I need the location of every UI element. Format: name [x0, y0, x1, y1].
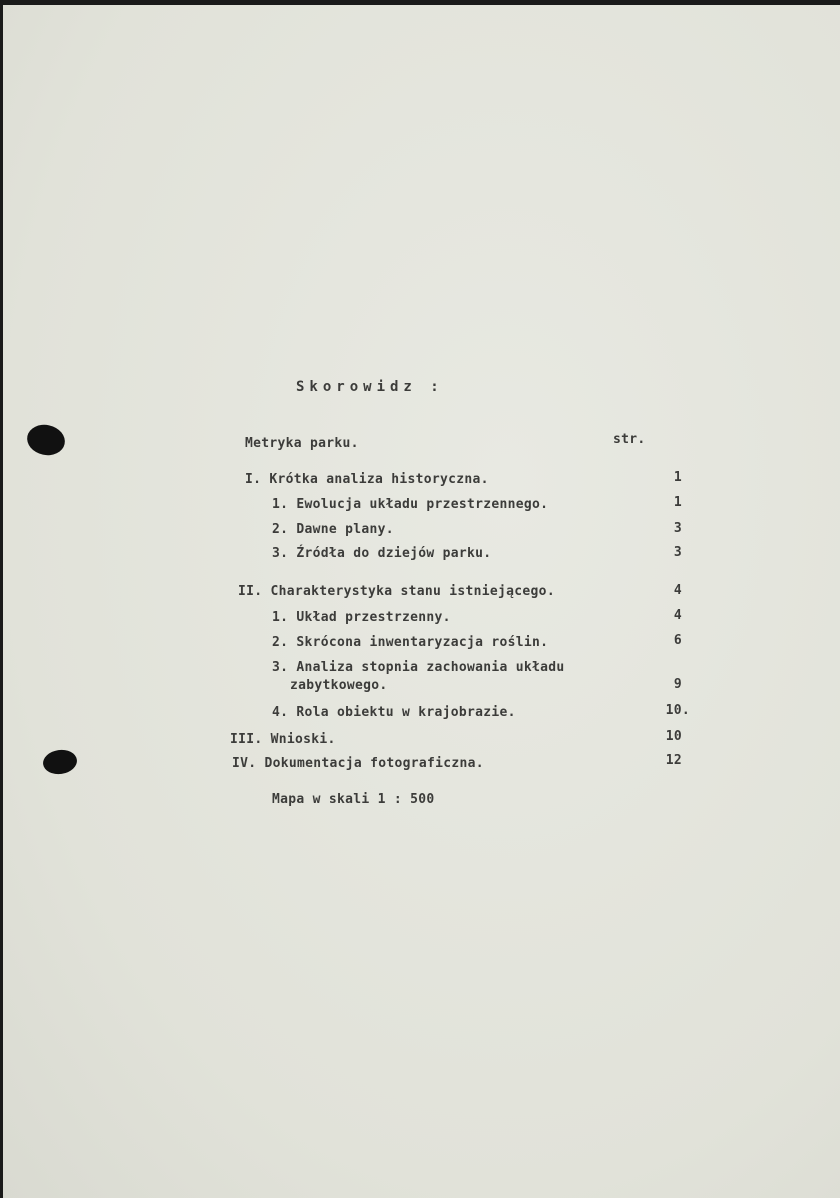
toc-entry-2-2: 2. Skrócona inwentaryzacja roślin. — [272, 635, 549, 650]
metryka-label: Metryka parku. — [245, 436, 359, 451]
toc-entry-section-3: III. Wnioski. — [230, 732, 336, 747]
page-title: Skorowidz : — [296, 379, 444, 395]
toc-page-1-1: 1 — [673, 495, 682, 510]
toc-entry-2-4: 4. Rola obiektu w krajobrazie. — [272, 705, 516, 720]
toc-page-1-3: 3 — [673, 545, 682, 560]
toc-page-2-4: 10. — [665, 703, 690, 718]
punch-hole-bottom — [41, 748, 78, 776]
toc-page-section-4: 12 — [665, 753, 682, 768]
toc-page-1-2: 3 — [673, 521, 682, 536]
toc-page-section-3: 10 — [665, 729, 682, 744]
toc-entry-1-3: 3. Źródła do dziejów parku. — [272, 546, 492, 561]
toc-page-section-1: 1 — [673, 470, 682, 485]
toc-entry-2-3: 3. Analiza stopnia zachowania układu — [272, 660, 565, 675]
toc-entry-section-4: IV. Dokumentacja fotograficzna. — [232, 756, 484, 771]
toc-entry-1-1: 1. Ewolucja układu przestrzennego. — [272, 497, 549, 512]
toc-entry-2-3-cont: zabytkowego. — [290, 678, 388, 693]
document-page — [3, 5, 840, 1198]
map-scale-note: Mapa w skali 1 : 500 — [272, 792, 435, 807]
toc-entry-1-2: 2. Dawne plany. — [272, 522, 394, 537]
page-column-label: str. — [613, 432, 646, 447]
toc-page-2-2: 6 — [673, 633, 682, 648]
toc-page-2-3: 9 — [673, 677, 682, 692]
punch-hole-top — [24, 421, 67, 458]
toc-entry-2-1: 1. Układ przestrzenny. — [272, 610, 451, 625]
toc-entry-section-2: II. Charakterystyka stanu istniejącego. — [238, 584, 555, 599]
toc-entry-section-1: I. Krótka analiza historyczna. — [245, 472, 489, 487]
toc-page-2-1: 4 — [673, 608, 682, 623]
toc-page-section-2: 4 — [673, 583, 682, 598]
